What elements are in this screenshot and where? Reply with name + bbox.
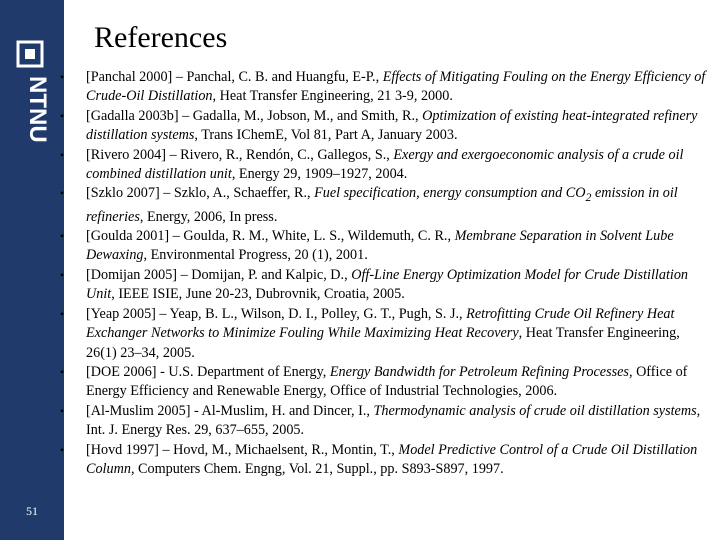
reference-item: • [Al-Muslim 2005] - Al-Muslim, H. and Dincer, I., Thermodynamic analysis of crude oil distillation systems, Int. J. Energy Res. 29, 637–655, 2005. [56,402,712,441]
bullet-icon: • [59,186,65,201]
bullet-icon: • [59,108,65,123]
bullet-icon: • [59,403,65,418]
bullet-icon: • [59,229,65,244]
reference-item: • [Rivero 2004] – Rivero, R., Rendón, C., Gallegos, S., Exergy and exergoeconomic analysis of a crude oil combined distillation unit, Energy 29, 1909–1927, 2004. [56,146,712,185]
reference-item: • [Domijan 2005] – Domijan, P. and Kalpic, D., Off-Line Energy Optimization Model for Crude Distillation Unit, IEEE ISIE, June 20-23, Dubrovnik, Croatia, 2005. [56,266,712,305]
reference-item: • [Hovd 1997] – Hovd, M., Michaelsent, R., Montin, T., Model Predictive Control of a Crude Oil Distillation Column, Computers Chem. Engng, Vol. 21, Suppl., pp. S893-S897, 1997. [56,441,712,480]
bullet-icon: • [59,147,65,162]
reference-item: • [Szklo 2007] – Szklo, A., Schaeffer, R., Fuel specification, energy consumption and $CO_2$ emission in oil refineries, Energy, 2006, In press. [56,184,712,227]
bullet-icon: • [59,442,65,457]
bullet-icon: • [59,306,65,321]
reference-item: • [Gadalla 2003b] – Gadalla, M., Jobson, M., and Smith, R., Optimization of existing heat-integrated refinery distillation systems, Trans IChemE, Vol 81, Part A, January 2003. [56,107,712,146]
bullet-icon: • [59,364,65,379]
reference-item: • [Panchal 2000] – Panchal, C. B. and Huangfu, E-P., Effects of Mitigating Fouling on the Energy Efficiency of Crude-Oil Distillation, Heat Transfer Engineering, 21 3-9, 2000. [56,68,712,107]
reference-item: • [DOE 2006] - U.S. Department of Energy, Energy Bandwidth for Petroleum Refining Processes, Office of Energy Efficiency and Renewable Energy, Office of Industrial Technologies, 2006. [56,363,712,402]
bullet-icon: • [59,267,65,282]
page-title: References [94,21,228,54]
reference-list [56,68,712,479]
page-number: 51 [26,504,38,518]
svg-text:NTNU: NTNU [24,76,51,143]
bullet-icon: • [59,70,65,84]
ntnu-logo [15,42,51,182]
reference-item: • [Goulda 2001] – Goulda, R. M., White, L. S., Wildemuth, C. R., Membrane Separation in Solvent Lube Dewaxing, Environmental Progress, 20 (1), 2001. [56,227,712,266]
sidebar [0,0,64,540]
reference-item: • [Yeap 2005] – Yeap, B. L., Wilson, D. I., Polley, G. T., Pugh, S. J., Retrofitting Crude Oil Refinery Heat Exchanger Networks to Minimize Fouling While Maximizing Heat Recovery, Heat Transfer Engineering, 26(1) 23–34, 2005. [56,305,712,363]
